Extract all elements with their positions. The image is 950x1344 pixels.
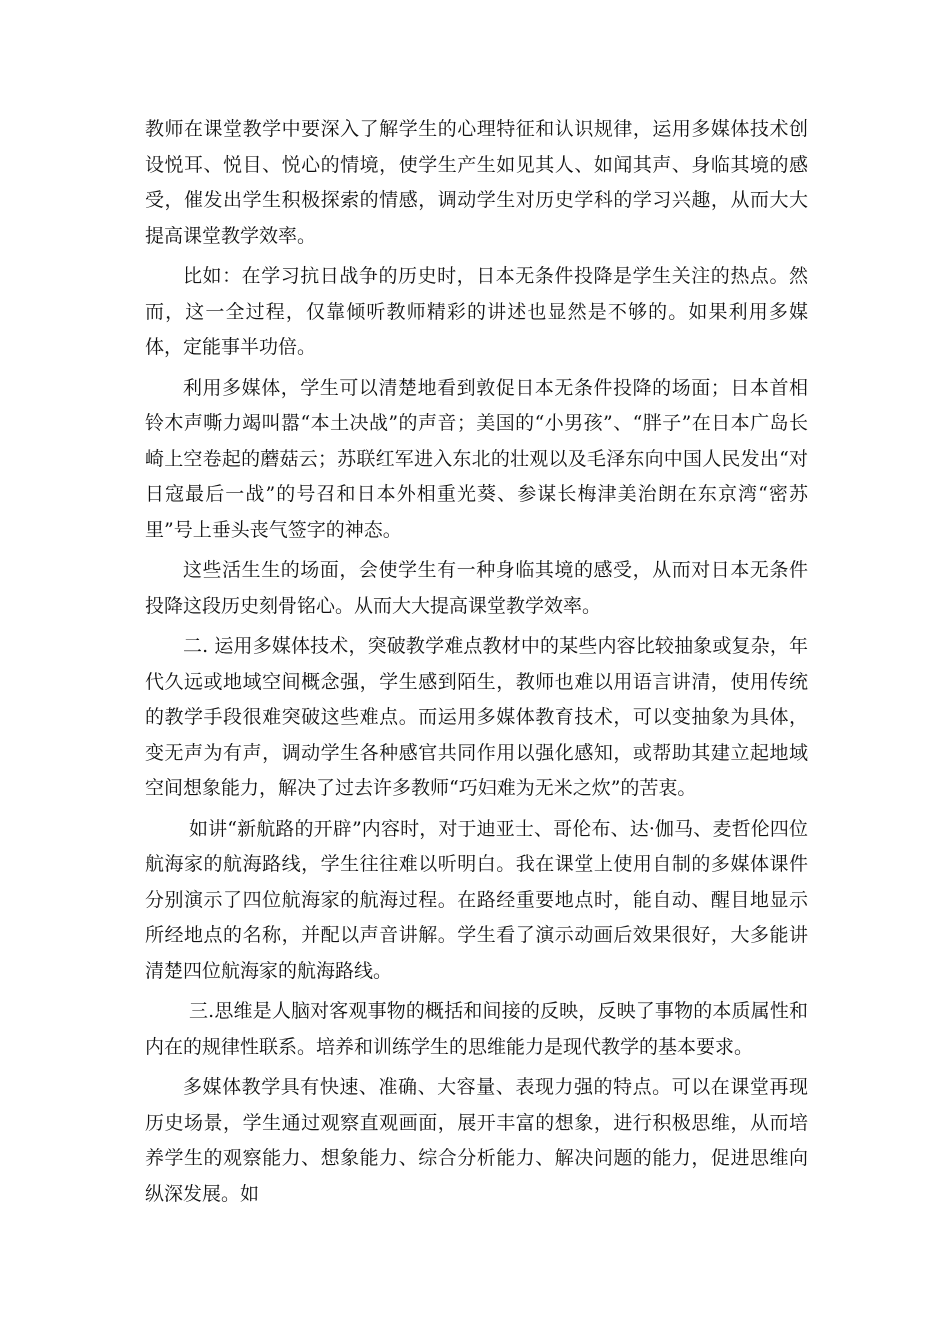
paragraph-2: 比如：在学习抗日战争的历史时，日本无条件投降是学生关注的热点。然而，这一全过程，仅靠倾听教师精彩的讲述也显然是不够的。如果利用多媒体，定能事半功倍。 (145, 265, 808, 358)
body-text (145, 112, 808, 1217)
paragraph-8: 多媒体教学具有快速、准确、大容量、表现力强的特点。可以在课堂再现历史场景，学生通过观察直观画面，展开丰富的想象，进行积极思维，从而培养学生的观察能力、想象能力、综合分析能力、解决问题的能力，促进思维向纵深发展。如 (145, 1076, 808, 1205)
paragraph-3: 利用多媒体，学生可以清楚地看到敦促日本无条件投降的场面；日本首相铃木声嘶力竭叫嚣“本土决战”的声音；美国的“小男孩”、“胖子”在日本广岛长崎上空卷起的蘑菇云；苏联红军进入东北的壮观以及毛泽东向中国人民发出“对日寇最后一战”的号召和日本外相重光葵、参谋长梅津美治朗在东京湾“密苏里”号上垂头丧气签字的神态。 (145, 376, 808, 541)
paragraph-5: 二. 运用多媒体技术，突破教学难点教材中的某些内容比较抽象或复杂，年代久远或地域空间概念强，学生感到陌生，教师也难以用语言讲清，使用传统的教学手段很难突破这些难点。而运用多媒体教育技术，可以变抽象为具体，变无声为有声，调动学生各种感官共同作用以强化感知，或帮助其建立起地域空间想象能力，解决了过去许多教师“巧妇难为无米之炊”的苦衷。 (145, 635, 808, 799)
paragraph-4: 这些活生生的场面，会使学生有一种身临其境的感受，从而对日本无条件投降这段历史刻骨铭心。从而大大提高课堂教学效率。 (145, 559, 808, 617)
paragraph-6: 如讲“新航路的开辟”内容时，对于迪亚士、哥伦布、达·伽马、麦哲伦四位航海家的航海路线，学生往往难以听明白。我在课堂上使用自制的多媒体课件分别演示了四位航海家的航海过程。在路经重要地点时，能自动、醒目地显示所经地点的名称，并配以声音讲解。学生看了演示动画后效果很好，大多能讲清楚四位航海家的航海路线。 (145, 817, 808, 982)
paragraph-7: 三.思维是人脑对客观事物的概括和间接的反映，反映了事物的本质属性和内在的规律性联系。培养和训练学生的思维能力是现代教学的基本要求。 (145, 1000, 808, 1058)
paragraph-1: 教师在课堂教学中要深入了解学生的心理特征和认识规律，运用多媒体技术创设悦耳、悦目、悦心的情境，使学生产生如见其人、如闻其声、身临其境的感受，催发出学生积极探索的情感，调动学生对历史学科的学习兴趣，从而大大提高课堂教学效率。 (145, 118, 808, 247)
